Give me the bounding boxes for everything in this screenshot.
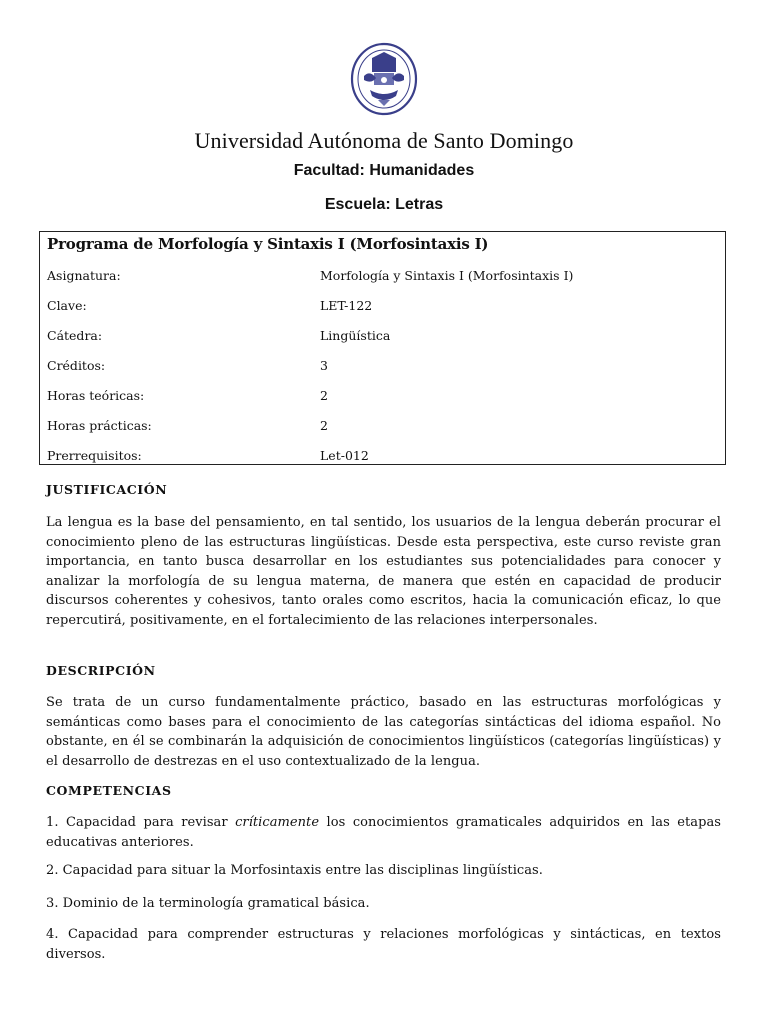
descripcion-text: Se trata de un curso fundamentalmente práctico, basado en las estructuras morfológicas y semánticas como bases para el conocimiento de las categorías sintácticas del idioma español. No obstante, en él se combinarán la adquisición de conocimientos lingüísticos (categorías lingüísticas) y el desarrollo de destrezas en el uso contextualizado de la lengua. xyxy=(46,695,721,769)
competencia-item: 2. Capacidad para situar la Morfosintaxis entre las disciplinas lingüísticas. xyxy=(46,863,543,878)
university-seal xyxy=(350,42,418,116)
info-label: Créditos: xyxy=(47,358,106,373)
info-value: Lingüística xyxy=(320,328,391,343)
info-value: Morfología y Sintaxis I (Morfosintaxis I) xyxy=(320,268,574,283)
info-label: Cátedra: xyxy=(47,328,103,343)
info-label: Clave: xyxy=(47,298,87,313)
info-value: LET-122 xyxy=(320,298,373,313)
seal-emblem-icon xyxy=(350,42,418,116)
info-label: Horas prácticas: xyxy=(47,418,152,433)
info-label: Asignatura: xyxy=(47,268,121,283)
competencia-item: 3. Dominio de la terminología gramatical básica. xyxy=(46,896,370,911)
university-name: Universidad Autónoma de Santo Domingo xyxy=(194,128,574,153)
info-value: 3 xyxy=(320,358,328,373)
program-title: Programa de Morfología y Sintaxis I (Morfosintaxis I) xyxy=(47,235,489,253)
competencia-emphasis: críticamente xyxy=(235,815,320,830)
competencia-text-end: los conocimientos gramaticales adquiridos en las etapas educativas anteriores. xyxy=(46,815,721,850)
info-value: 2 xyxy=(320,418,328,433)
info-value: Let-012 xyxy=(320,448,369,463)
program-info-box xyxy=(39,231,726,465)
info-value: 2 xyxy=(320,388,328,403)
competencias-heading: COMPETENCIAS xyxy=(46,783,172,798)
descripcion-heading: DESCRIPCIÓN xyxy=(46,663,156,678)
faculty-name: Facultad: Humanidades xyxy=(293,162,475,179)
competencia-item: 4. Capacidad para comprender estructuras y relaciones morfológicas y sintácticas, en textos diversos. xyxy=(46,927,721,962)
info-label: Horas teóricas: xyxy=(47,388,145,403)
school-name: Escuela: Letras xyxy=(324,196,444,213)
justificacion-heading: JUSTIFICACIÓN xyxy=(46,482,168,497)
competencia-item xyxy=(46,813,721,852)
justificacion-text: La lengua es la base del pensamiento, en tal sentido, los usuarios de la lengua deberán procurar el conocimiento pleno de las estructuras lingüísticas. Desde esta perspectiva, este curso reviste gran importancia, en tanto busca desarrollar en los estudiantes sus potencialidades para conocer y analizar la morfología de su lengua materna, de manera que estén en capacidad de producir discursos coherentes y cohesivos, tanto orales como escritos, hacia la comunicación eficaz, lo que repercutirá, positivamente, en el fortalecimiento de las relaciones interpersonales. xyxy=(46,515,721,628)
competencia-text-start: 1. Capacidad para revisar xyxy=(46,815,236,830)
info-label: Prerrequisitos: xyxy=(47,448,142,463)
